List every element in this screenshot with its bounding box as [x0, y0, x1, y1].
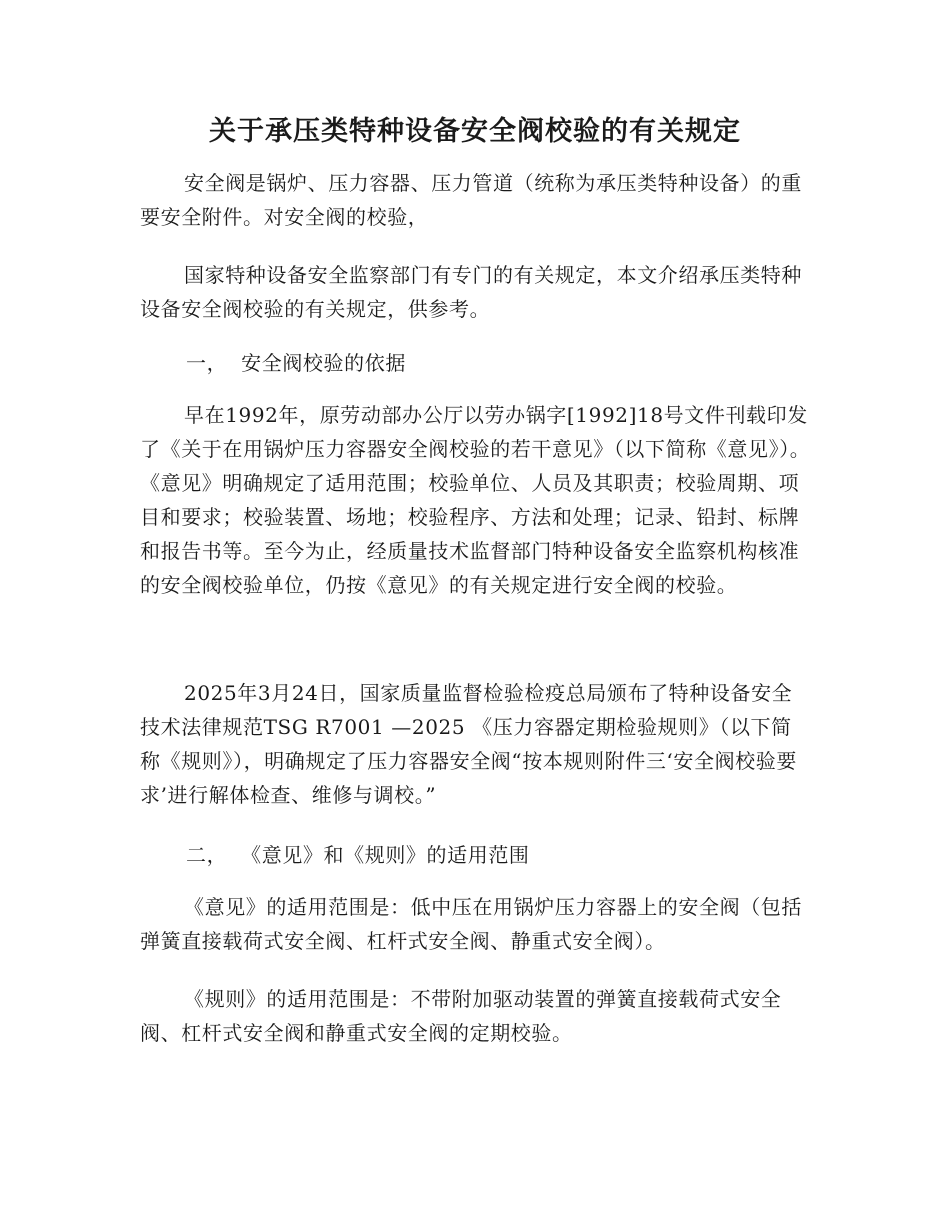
section-heading-basis: 一， 安全阀校验的依据: [186, 351, 406, 375]
document-title: 关于承压类特种设备安全阀校验的有关规定: [209, 116, 741, 147]
paragraph-intro: 安全阀是锅炉、压力容器、压力管道（统称为承压类特种设备）的重要安全附件。对安全阀的校验，: [140, 171, 802, 229]
paragraph-1992-opinion: 早在1992年，原劳动部办公厅以劳办锅字[1992]18号文件刊载印发了《关于在用锅炉压力容器安全阀校验的若干意见》（以下简称《意见》）。《意见》明确规定了适用范围；校验单位、人员及其职责；校验周期、项目和要求；校验装置、场地；校验程序、方法和处理；记录、铅封、标牌和报告书等。至今为止，经质量技术监督部门特种设备安全监察机构核准的安全阀校验单位，仍按《意见》的有关规定进行安全阀的校验。: [140, 403, 811, 597]
paragraph-purpose: 国家特种设备安全监察部门有专门的有关规定，本文介绍承压类特种设备安全阀校验的有关规定，供参考。: [140, 263, 802, 321]
paragraph-opinion-scope: 《意见》的适用范围是：低中压在用锅炉压力容器上的安全阀（包括弹簧直接载荷式安全阀、杠杆式安全阀、静重式安全阀）。: [140, 895, 802, 953]
section-heading-scope: 二， 《意见》和《规则》的适用范围: [186, 843, 530, 867]
paragraph-rules-scope: 《规则》的适用范围是：不带附加驱动装置的弹簧直接载荷式安全阀、杠杆式安全阀和静重式安全阀的定期校验。: [140, 987, 782, 1045]
paragraph-2025-rules: 2025年3月24日，国家质量监督检验检疫总局颁布了特种设备安全技术法律规范TSG R7001 —2025 《压力容器定期检验规则》（以下简称《规则》），明确规定了压力容器安全阀“按本规则附件三‘安全阀校验要求’进行解体检查、维修与调校。”: [140, 681, 797, 807]
